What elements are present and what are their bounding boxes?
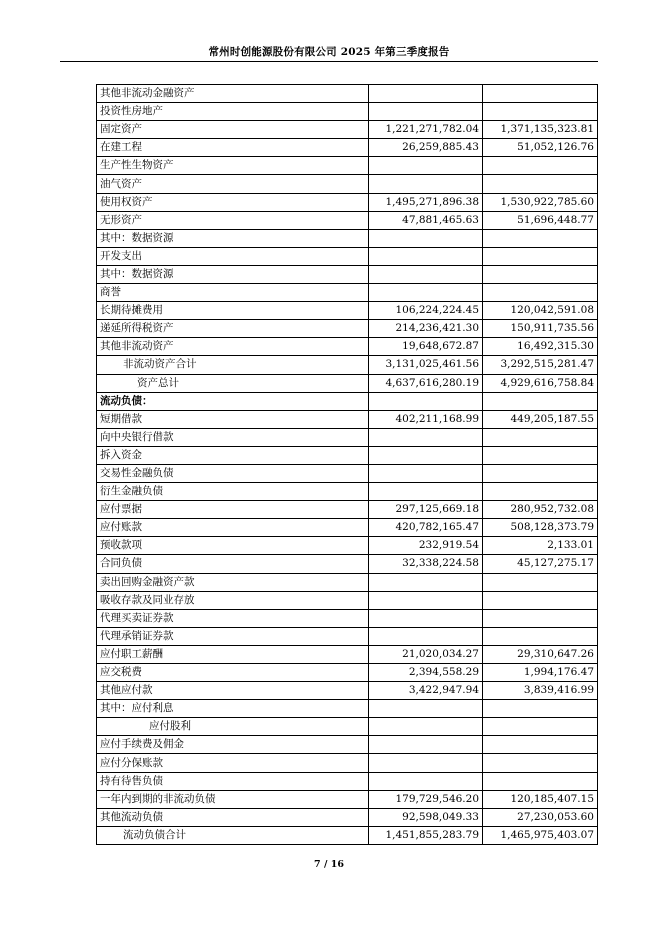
row-label: 固定资产 xyxy=(97,121,369,139)
table-row xyxy=(97,826,598,844)
period-end-value xyxy=(369,157,483,175)
row-label: 流动负债合计 xyxy=(97,826,369,844)
row-label: 无形资产 xyxy=(97,211,369,229)
prior-year-end-value xyxy=(483,229,598,247)
prior-year-end-value xyxy=(483,284,598,302)
report-header-title: 常州时创能源股份有限公司 2025 年第三季度报告 xyxy=(208,46,450,58)
prior-year-end-value: 3,839,416.99 xyxy=(483,682,598,700)
table-row xyxy=(97,682,598,700)
period-end-value: 26,259,885.43 xyxy=(369,139,483,157)
period-end-value xyxy=(369,265,483,283)
period-end-value xyxy=(369,85,483,103)
period-end-value: 179,729,546.20 xyxy=(369,790,483,808)
prior-year-end-value xyxy=(483,428,598,446)
table-row xyxy=(97,609,598,627)
prior-year-end-value xyxy=(483,718,598,736)
table-row xyxy=(97,320,598,338)
period-end-value: 3,422,947.94 xyxy=(369,682,483,700)
prior-year-end-value xyxy=(483,754,598,772)
period-end-value xyxy=(369,247,483,265)
row-label: 应付分保账款 xyxy=(97,754,369,772)
period-end-value xyxy=(369,483,483,501)
row-label: 吸收存款及同业存放 xyxy=(97,591,369,609)
row-label: 商誉 xyxy=(97,284,369,302)
table-row xyxy=(97,808,598,826)
period-end-value: 47,881,465.63 xyxy=(369,211,483,229)
table-row xyxy=(97,211,598,229)
row-label: 其他流动负债 xyxy=(97,808,369,826)
period-end-value xyxy=(369,464,483,482)
period-end-value: 297,125,669.18 xyxy=(369,501,483,519)
row-label: 卖出回购金融资产款 xyxy=(97,573,369,591)
table-row xyxy=(97,627,598,645)
row-label: 应付票据 xyxy=(97,501,369,519)
period-end-value xyxy=(369,754,483,772)
prior-year-end-value xyxy=(483,483,598,501)
row-label: 资产总计 xyxy=(97,374,369,392)
table-row xyxy=(97,374,598,392)
prior-year-end-value xyxy=(483,700,598,718)
prior-year-end-value xyxy=(483,85,598,103)
row-label: 向中央银行借款 xyxy=(97,428,369,446)
period-end-value: 32,338,224.58 xyxy=(369,555,483,573)
row-label: 投资性房地产 xyxy=(97,103,369,121)
period-end-value: 1,221,271,782.04 xyxy=(369,121,483,139)
table-row xyxy=(97,85,598,103)
section-heading: 流动负债： xyxy=(97,392,369,410)
balance-sheet-body xyxy=(97,85,598,845)
prior-year-end-value: 1,530,922,785.60 xyxy=(483,193,598,211)
prior-year-end-value: 449,205,187.55 xyxy=(483,410,598,428)
row-label: 在建工程 xyxy=(97,139,369,157)
row-label: 生产性生物资产 xyxy=(97,157,369,175)
prior-year-end-value: 29,310,647.26 xyxy=(483,645,598,663)
period-end-value xyxy=(369,772,483,790)
row-label: 预收款项 xyxy=(97,537,369,555)
table-row xyxy=(97,772,598,790)
row-label: 一年内到期的非流动负债 xyxy=(97,790,369,808)
period-end-value: 19,648,672.87 xyxy=(369,338,483,356)
prior-year-end-value xyxy=(483,175,598,193)
period-end-value: 21,020,034.27 xyxy=(369,645,483,663)
row-label: 应付手续费及佣金 xyxy=(97,736,369,754)
period-end-value xyxy=(369,284,483,302)
table-row xyxy=(97,392,598,410)
row-label: 其他应付款 xyxy=(97,682,369,700)
prior-year-end-value xyxy=(483,103,598,121)
prior-year-end-value xyxy=(483,736,598,754)
period-end-value xyxy=(369,446,483,464)
prior-year-end-value xyxy=(483,464,598,482)
period-end-value xyxy=(369,736,483,754)
table-row xyxy=(97,356,598,374)
period-end-value: 4,637,616,280.19 xyxy=(369,374,483,392)
row-label: 使用权资产 xyxy=(97,193,369,211)
row-label: 应交税费 xyxy=(97,664,369,682)
prior-year-end-value: 280,952,732.08 xyxy=(483,501,598,519)
table-row xyxy=(97,157,598,175)
table-row xyxy=(97,664,598,682)
table-row xyxy=(97,555,598,573)
row-label: 开发支出 xyxy=(97,247,369,265)
table-row xyxy=(97,718,598,736)
row-label: 应付职工薪酬 xyxy=(97,645,369,663)
prior-year-end-value: 1,371,135,323.81 xyxy=(483,121,598,139)
table-row xyxy=(97,446,598,464)
table-row xyxy=(97,265,598,283)
prior-year-end-value: 2,133.01 xyxy=(483,537,598,555)
table-row xyxy=(97,121,598,139)
table-row xyxy=(97,483,598,501)
prior-year-end-value: 3,292,515,281.47 xyxy=(483,356,598,374)
period-end-value xyxy=(369,103,483,121)
table-row xyxy=(97,754,598,772)
prior-year-end-value: 45,127,275.17 xyxy=(483,555,598,573)
table-row xyxy=(97,193,598,211)
prior-year-end-value xyxy=(483,591,598,609)
period-end-value xyxy=(369,609,483,627)
prior-year-end-value: 1,465,975,403.07 xyxy=(483,826,598,844)
row-label: 非流动资产合计 xyxy=(97,356,369,374)
period-end-value: 3,131,025,461.56 xyxy=(369,356,483,374)
row-label: 衍生金融负债 xyxy=(97,483,369,501)
period-end-value xyxy=(369,700,483,718)
table-row xyxy=(97,302,598,320)
prior-year-end-value: 27,230,053.60 xyxy=(483,808,598,826)
row-label: 交易性金融负债 xyxy=(97,464,369,482)
prior-year-end-value: 51,052,126.76 xyxy=(483,139,598,157)
prior-year-end-value: 150,911,735.56 xyxy=(483,320,598,338)
row-label: 代理承销证券款 xyxy=(97,627,369,645)
period-end-value xyxy=(369,573,483,591)
prior-year-end-value xyxy=(483,265,598,283)
prior-year-end-value xyxy=(483,609,598,627)
table-row xyxy=(97,410,598,428)
row-label: 持有待售负债 xyxy=(97,772,369,790)
period-end-value: 214,236,421.30 xyxy=(369,320,483,338)
prior-year-end-value: 120,185,407.15 xyxy=(483,790,598,808)
table-row xyxy=(97,464,598,482)
period-end-value: 2,394,558.29 xyxy=(369,664,483,682)
table-row xyxy=(97,790,598,808)
prior-year-end-value: 508,128,373.79 xyxy=(483,519,598,537)
row-label: 递延所得税资产 xyxy=(97,320,369,338)
table-row xyxy=(97,139,598,157)
period-end-value: 1,451,855,283.79 xyxy=(369,826,483,844)
row-label: 合同负债 xyxy=(97,555,369,573)
period-end-value: 232,919.54 xyxy=(369,537,483,555)
period-end-value xyxy=(369,428,483,446)
row-label: 其他非流动金融资产 xyxy=(97,85,369,103)
period-end-value xyxy=(369,229,483,247)
prior-year-end-value: 51,696,448.77 xyxy=(483,211,598,229)
period-end-value: 420,782,165.47 xyxy=(369,519,483,537)
prior-year-end-value: 120,042,591.08 xyxy=(483,302,598,320)
row-label: 短期借款 xyxy=(97,410,369,428)
row-label: 其他非流动资产 xyxy=(97,338,369,356)
prior-year-end-value xyxy=(483,446,598,464)
row-label: 代理买卖证券款 xyxy=(97,609,369,627)
prior-year-end-value: 1,994,176.47 xyxy=(483,664,598,682)
prior-year-end-value xyxy=(483,157,598,175)
table-row xyxy=(97,700,598,718)
table-row xyxy=(97,645,598,663)
table-row xyxy=(97,537,598,555)
period-end-value: 1,495,271,896.38 xyxy=(369,193,483,211)
period-end-value xyxy=(369,591,483,609)
period-end-value xyxy=(369,627,483,645)
table-row xyxy=(97,229,598,247)
row-label: 长期待摊费用 xyxy=(97,302,369,320)
row-label: 其中：应付利息 xyxy=(97,700,369,718)
table-row xyxy=(97,519,598,537)
row-label: 其中：数据资源 xyxy=(97,229,369,247)
prior-year-end-value xyxy=(483,772,598,790)
table-row xyxy=(97,175,598,193)
table-row xyxy=(97,573,598,591)
period-end-value: 106,224,224.45 xyxy=(369,302,483,320)
prior-year-end-value: 16,492,315.30 xyxy=(483,338,598,356)
prior-year-end-value xyxy=(483,247,598,265)
table-row xyxy=(97,736,598,754)
header-divider xyxy=(60,61,598,62)
period-end-value: 402,211,168.99 xyxy=(369,410,483,428)
row-label: 油气资产 xyxy=(97,175,369,193)
table-row xyxy=(97,428,598,446)
period-end-value xyxy=(369,718,483,736)
row-label: 其中：数据资源 xyxy=(97,265,369,283)
prior-year-end-value xyxy=(483,627,598,645)
page-number: 7 / 16 xyxy=(314,859,344,870)
table-row xyxy=(97,284,598,302)
balance-sheet-table xyxy=(96,84,598,845)
prior-year-end-value xyxy=(483,392,598,410)
table-row xyxy=(97,103,598,121)
prior-year-end-value xyxy=(483,573,598,591)
row-label: 应付账款 xyxy=(97,519,369,537)
period-end-value xyxy=(369,392,483,410)
table-row xyxy=(97,247,598,265)
table-row xyxy=(97,338,598,356)
period-end-value: 92,598,049.33 xyxy=(369,808,483,826)
period-end-value xyxy=(369,175,483,193)
row-label: 拆入资金 xyxy=(97,446,369,464)
table-row xyxy=(97,501,598,519)
row-label: 应付股利 xyxy=(97,718,369,736)
table-row xyxy=(97,591,598,609)
prior-year-end-value: 4,929,616,758.84 xyxy=(483,374,598,392)
